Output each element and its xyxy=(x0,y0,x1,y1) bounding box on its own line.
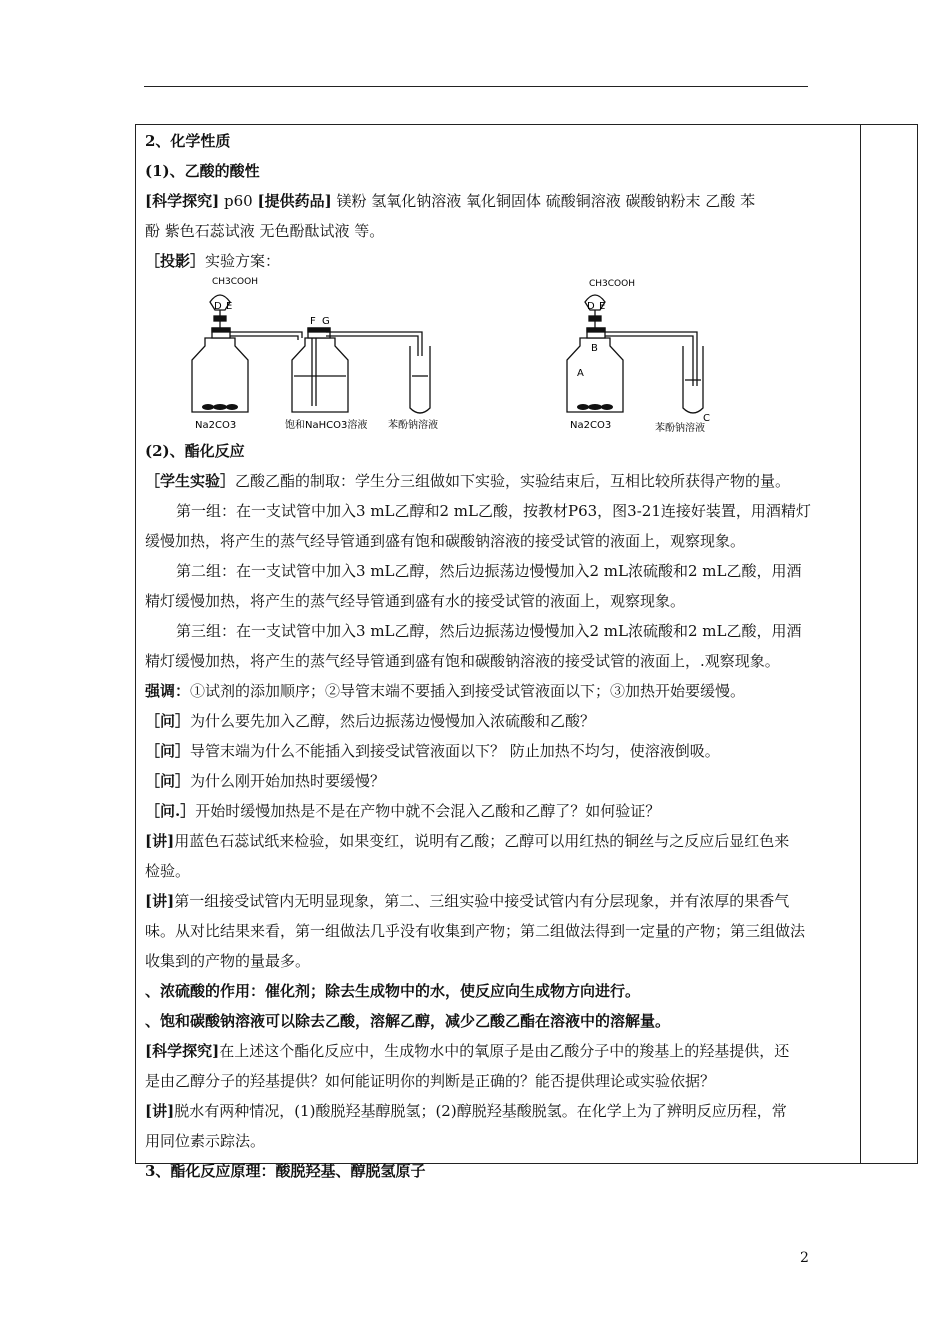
lecture-2-text: 第一组接受试管内无明显现象，第二、三组实验中接受试管内有分层现象，并有浓厚的果香气 xyxy=(174,892,790,910)
caption-phenoxide: 苯酚钠溶液 xyxy=(388,420,438,431)
student-experiment-tag: ［学生实验］ xyxy=(145,472,236,490)
valve-label-e: E xyxy=(599,301,606,312)
reagent-label: CH3COOH xyxy=(212,277,258,287)
table-column-divider xyxy=(860,124,861,1164)
science-inquiry-tag: [科学探究] xyxy=(145,192,220,210)
group2-line2: 精灯缓慢加热，将产生的蒸气经导管通到盛有水的接受试管的液面上，观察现象。 xyxy=(145,592,686,610)
lecture-1-line1 xyxy=(145,826,853,856)
subsection-title-acidity: (1)、乙酸的酸性 xyxy=(145,162,260,180)
tube-label-c: C xyxy=(703,413,710,424)
lecture-tag: [讲] xyxy=(145,892,175,910)
apparatus-figure-1-drawing xyxy=(190,276,480,436)
science-inquiry-2-text: 在上述这个酯化反应中，生成物水中的氧原子是由乙酸分子中的羧基上的羟基提供，还 xyxy=(219,1042,790,1060)
question-tag: ［问］ xyxy=(145,712,191,730)
valve-label-d: D xyxy=(587,301,595,312)
emphasis-tag: 强调： xyxy=(145,682,191,700)
header-rule xyxy=(144,86,808,87)
science-inquiry-2-tag: [科学探究] xyxy=(145,1042,220,1060)
student-experiment-paragraph xyxy=(145,466,853,496)
lecture-1-text: 用蓝色石蕊试纸来检验，如果变红，说明有乙酸；乙醇可以用红热的铜丝与之反应后显红色来 xyxy=(174,832,790,850)
caption-phenoxide: 苯酚钠溶液 xyxy=(655,423,705,434)
drugs-list-line2: 酚 紫色石蕊试液 无色酚酞试液 等。 xyxy=(145,222,385,240)
question-1-text: 为什么要先加入乙醇，然后边振荡边慢慢加入浓硫酸和乙酸？ xyxy=(190,712,596,730)
flask-label-a: A xyxy=(577,368,584,379)
question-1 xyxy=(145,706,853,736)
question-tag: ［问］ xyxy=(145,742,191,760)
funnel-label-b: B xyxy=(591,343,598,354)
science-inquiry-2-line1 xyxy=(145,1036,853,1066)
question-tag-dot: ［问.］ xyxy=(145,802,196,820)
apparatus-figures xyxy=(145,276,853,436)
science-inquiry-2-line2: 是由乙醇分子的羟基提供？如何能证明你的判断是正确的？能否提供理论或实验依据？ xyxy=(145,1072,716,1090)
question-3-text: 为什么刚开始加热时要缓慢？ xyxy=(190,772,386,790)
page-ref: p60 xyxy=(223,192,253,210)
group2-line1: 第二组：在一支试管中加入3 mL乙醇，然后边振荡边慢慢加入2 mL浓硫酸和2 mL乙酸，用酒 xyxy=(176,562,802,580)
student-experiment-text: 乙酸乙酯的制取：学生分三组做如下实验，实验结束后，互相比较所获得产物的量。 xyxy=(235,472,791,490)
drugs-tag: [提供药品] xyxy=(257,192,332,210)
projection-line xyxy=(145,246,853,276)
esterification-principle-title: 3、酯化反应原理：酸脱羟基、醇脱氢原子 xyxy=(145,1162,426,1180)
reagent-label: CH3COOH xyxy=(589,279,635,289)
page-number: 2 xyxy=(800,1250,809,1266)
apparatus-figure-2 xyxy=(565,276,785,446)
drugs-list-line1: 镁粉 氢氧化钠溶液 氧化铜固体 硫酸铜溶液 碳酸钠粉末 乙酸 苯 xyxy=(336,192,756,210)
subsection-title-esterification: (2)、酯化反应 xyxy=(145,442,245,460)
lecture-2-line3: 收集到的产物的量最多。 xyxy=(145,952,311,970)
valve-label-d: D xyxy=(214,301,222,312)
apparatus-figure-1 xyxy=(190,276,480,446)
lecture-3-line2: 用同位素示踪法。 xyxy=(145,1132,266,1150)
sodium-carbonate-role: 、饱和碳酸钠溶液可以除去乙酸，溶解乙醇，减少乙酸乙酯在溶液中的溶解量。 xyxy=(145,1012,671,1030)
valve-label-e: E xyxy=(226,301,233,312)
science-inquiry-paragraph xyxy=(145,186,853,216)
caption-na2co3: Na2CO3 xyxy=(570,420,612,431)
question-4 xyxy=(145,796,853,826)
valve-label-g: G xyxy=(322,316,330,327)
emphasis-line xyxy=(145,676,853,706)
question-tag: ［问］ xyxy=(145,772,191,790)
question-2-text: 导管末端为什么不能插入到接受试管液面以下？ 防止加热不均匀，使溶液倒吸。 xyxy=(190,742,720,760)
question-3 xyxy=(145,766,853,796)
lecture-2-line1 xyxy=(145,886,853,916)
caption-nahco3: 饱和NaHCO3溶液 xyxy=(285,420,368,431)
group3-line2: 精灯缓慢加热，将产生的蒸气经导管通到盛有饱和碳酸钠溶液的接受试管的液面上，.观察现象。 xyxy=(145,652,780,670)
section-title: 2、化学性质 xyxy=(145,132,231,150)
question-4-text: 开始时缓慢加热是不是在产物中就不会混入乙酸和乙醇了？如何验证？ xyxy=(195,802,661,820)
lecture-1-line2: 检验。 xyxy=(145,862,191,880)
sulfuric-acid-role: 、浓硫酸的作用：催化剂；除去生成物中的水，使反应向生成物方向进行。 xyxy=(145,982,641,1000)
lecture-tag: [讲] xyxy=(145,1102,175,1120)
lecture-3-text: 脱水有两种情况，(1)酸脱羟基醇脱氢；(2)醇脱羟基酸脱氢。在化学上为了辨明反应历程，常 xyxy=(174,1102,787,1120)
caption-na2co3: Na2CO3 xyxy=(195,420,237,431)
group1-line2: 缓慢加热，将产生的蒸气经导管通到盛有饱和碳酸钠溶液的接受试管的液面上，观察现象。 xyxy=(145,532,746,550)
lecture-2-line2: 味。从对比结果来看，第一组做法几乎没有收集到产物；第二组做法得到一定量的产物；第三组做法 xyxy=(145,922,806,940)
emphasis-text: ①试剂的添加顺序；②导管末端不要插入到接受试管液面以下；③加热开始要缓慢。 xyxy=(190,682,746,700)
main-cell xyxy=(145,126,853,1186)
apparatus-figure-2-drawing xyxy=(565,276,785,436)
question-2 xyxy=(145,736,853,766)
valve-label-f: F xyxy=(310,316,316,327)
projection-text: 实验方案： xyxy=(205,252,281,270)
projection-tag: ［投影］ xyxy=(145,252,206,270)
group3-line1: 第三组：在一支试管中加入3 mL乙醇，然后边振荡边慢慢加入2 mL浓硫酸和2 mL乙酸，用酒 xyxy=(176,622,802,640)
lecture-tag: [讲] xyxy=(145,832,175,850)
lecture-3-line1 xyxy=(145,1096,853,1126)
group1-line1: 第一组：在一支试管中加入3 mL乙醇和2 mL乙酸，按教材P63，图3-21连接好装置，用酒精灯 xyxy=(176,502,811,520)
